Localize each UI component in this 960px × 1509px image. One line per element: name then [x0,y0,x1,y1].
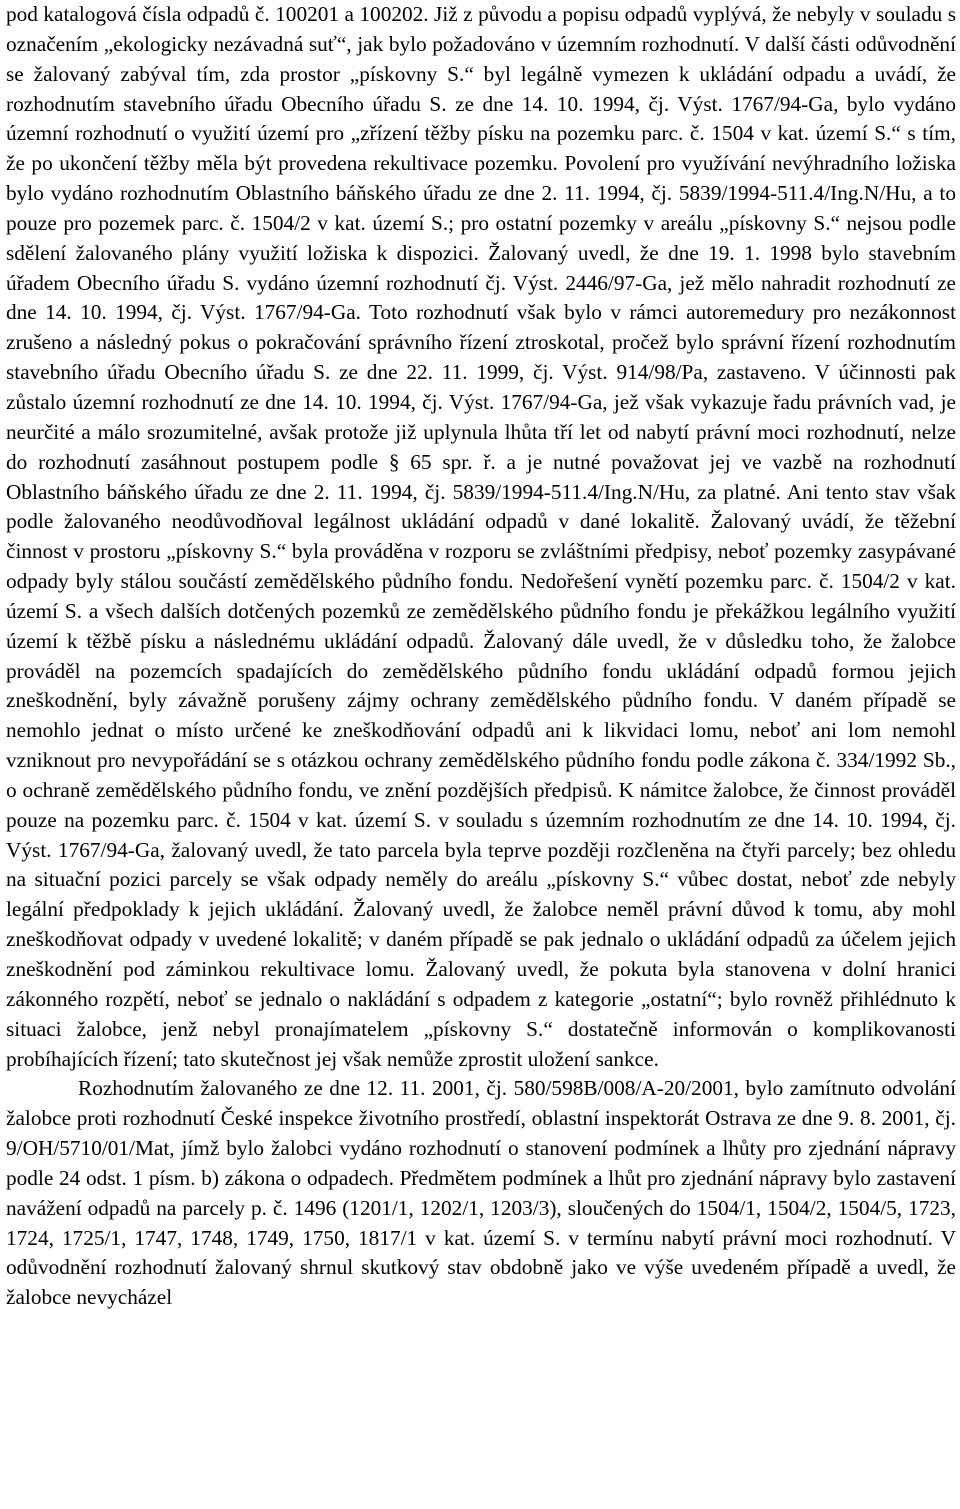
document-body [6,0,956,1313]
paragraph-2: Rozhodnutím žalovaného ze dne 12. 11. 2001, čj. 580/598B/008/A-20/2001, bylo zamítnuto odvolání žalobce proti rozhodnutí České inspekce životního prostředí, oblastní inspektorát Ostrava ze dne 9. 8. 2001, čj. 9/OH/5710/01/Mat, jímž bylo žalobci vydáno rozhodnutí o stanovení podmínek a lhůty pro zjednání nápravy podle 24 odst. 1 písm. b) zákona o odpadech. Předmětem podmínek a lhůt pro zjednání nápravy bylo zastavení navážení odpadů na parcely p. č. 1496 (1201/1, 1202/1, 1203/3), sloučených do 1504/1, 1504/2, 1504/5, 1723, 1724, 1725/1, 1747, 1748, 1749, 1750, 1817/1 v kat. území S. v termínu nabytí právní moci rozhodnutí. V odůvodnění rozhodnutí žalovaný shrnul skutkový stav obdobně jako ve výše uvedeném případě a uvedl, že žalobce nevycházel [6,1076,956,1310]
paragraph-1: pod katalogová čísla odpadů č. 100201 a 100202. Již z původu a popisu odpadů vyplývá, že nebyly v souladu s označením „ekologicky nezávadná suť“, jak bylo požadováno v územním rozhodnutí. V další části odůvodnění se žalovaný zabýval tím, zda prostor „pískovny S.“ byl legálně vymezen k ukládání odpadu a uvádí, že rozhodnutím stavebního úřadu Obecního úřadu S. ze dne 14. 10. 1994, čj. Výst. 1767/94-Ga, bylo vydáno územní rozhodnutí o využití území pro „zřízení těžby písku na pozemku parc. č. 1504 v kat. území S.“ s tím, že po ukončení těžby měla být provedena rekultivace pozemku. Povolení pro využívání nevýhradního ložiska bylo vydáno rozhodnutím Oblastního báňského úřadu ze dne 2. 11. 1994, čj. 5839/1994-511.4/Ing.N/Hu, a to pouze pro pozemek parc. č. 1504/2 v kat. území S.; pro ostatní pozemky v areálu „pískovny S.“ nejsou podle sdělení žalovaného plány využití ložiska k dispozici. Žalovaný uvedl, že dne 19. 1. 1998 bylo stavebním úřadem Obecního úřadu S. vydáno územní rozhodnutí čj. Výst. 2446/97-Ga, jež mělo nahradit rozhodnutí ze dne 14. 10. 1994, čj. Výst. 1767/94-Ga. Toto rozhodnutí však bylo v rámci autoremedury pro nezákonnost zrušeno a následný pokus o pokračování správního řízení ztroskotal, pročež bylo správní řízení rozhodnutím stavebního úřadu Obecního úřadu S. ze dne 22. 11. 1999, čj. Výst. 914/98/Pa, zastaveno. V účinnosti pak zůstalo územní rozhodnutí ze dne 14. 10. 1994, čj. Výst. 1767/94-Ga, jež však vykazuje řadu právních vad, je neurčité a málo srozumitelné, avšak protože již uplynula lhůta tří let od nabytí právní moci rozhodnutí, nelze do rozhodnutí zasáhnout postupem podle § 65 spr. ř. a je nutné považovat jej ve vazbě na rozhodnutí Oblastního báňského úřadu ze dne 2. 11. 1994, čj. 5839/1994-511.4/Ing.N/Hu, za platné. Ani tento stav však podle žalovaného neodůvodňoval legálnost ukládání odpadů v dané lokalitě. Žalovaný uvádí, že těžební činnost v prostoru „pískovny S.“ byla prováděna v rozporu se zvláštními předpisy, neboť pozemky zasypávané odpady byly stálou součástí zemědělského půdního fondu. Nedořešení vynětí pozemku parc. č. 1504/2 v kat. území S. a všech dalších dotčených pozemků ze zemědělského půdního fondu je překážkou legálního využití území k těžbě písku a následnému ukládání odpadů. Žalovaný dále uvedl, že v důsledku toho, že žalobce prováděl na pozemcích spadajících do zemědělského půdního fondu ukládání odpadů formou jejich zneškodnění, byly závažně porušeny zájmy ochrany zemědělského půdního fondu. V daném případě se nemohlo jednat o místo určené ke zneškodňování odpadů ani k likvidaci lomu, neboť ani lom nemohl vzniknout pro nevypořádání se s otázkou ochrany zemědělského půdního fondu podle zákona č. 334/1992 Sb., o ochraně zemědělského půdního fondu, ve znění pozdějších předpisů. K námitce žalobce, že činnost prováděl pouze na pozemku parc. č. 1504 v kat. území S. v souladu s územním rozhodnutím ze dne 14. 10. 1994, čj. Výst. 1767/94-Ga, žalovaný uvedl, že tato parcela byla teprve později rozčleněna na čtyři parcely; bez ohledu na situační pozici parcely se však odpady neměly do areálu „pískovny S.“ vůbec dostat, neboť zde nebyly legální předpoklady k jejich ukládání. Žalovaný uvedl, že žalobce neměl právní důvod k tomu, aby mohl zneškodňovat odpady v uvedené lokalitě; v daném případě se pak jednalo o ukládání odpadů za účelem jejich zneškodnění pod záminkou rekultivace lomu. Žalovaný uvedl, že pokuta byla stanovena v dolní hranici zákonného rozpětí, neboť se jednalo o nakládání s odpadem z kategorie „ostatní“; bylo rovněž přihlédnuto k situaci žalobce, jenž nebyl pronajímatelem „pískovny S.“ dostatečně informován o komplikovanosti probíhajících řízení; tato skutečnost jej však nemůže zprostit uložení sankce. [6,2,956,1071]
